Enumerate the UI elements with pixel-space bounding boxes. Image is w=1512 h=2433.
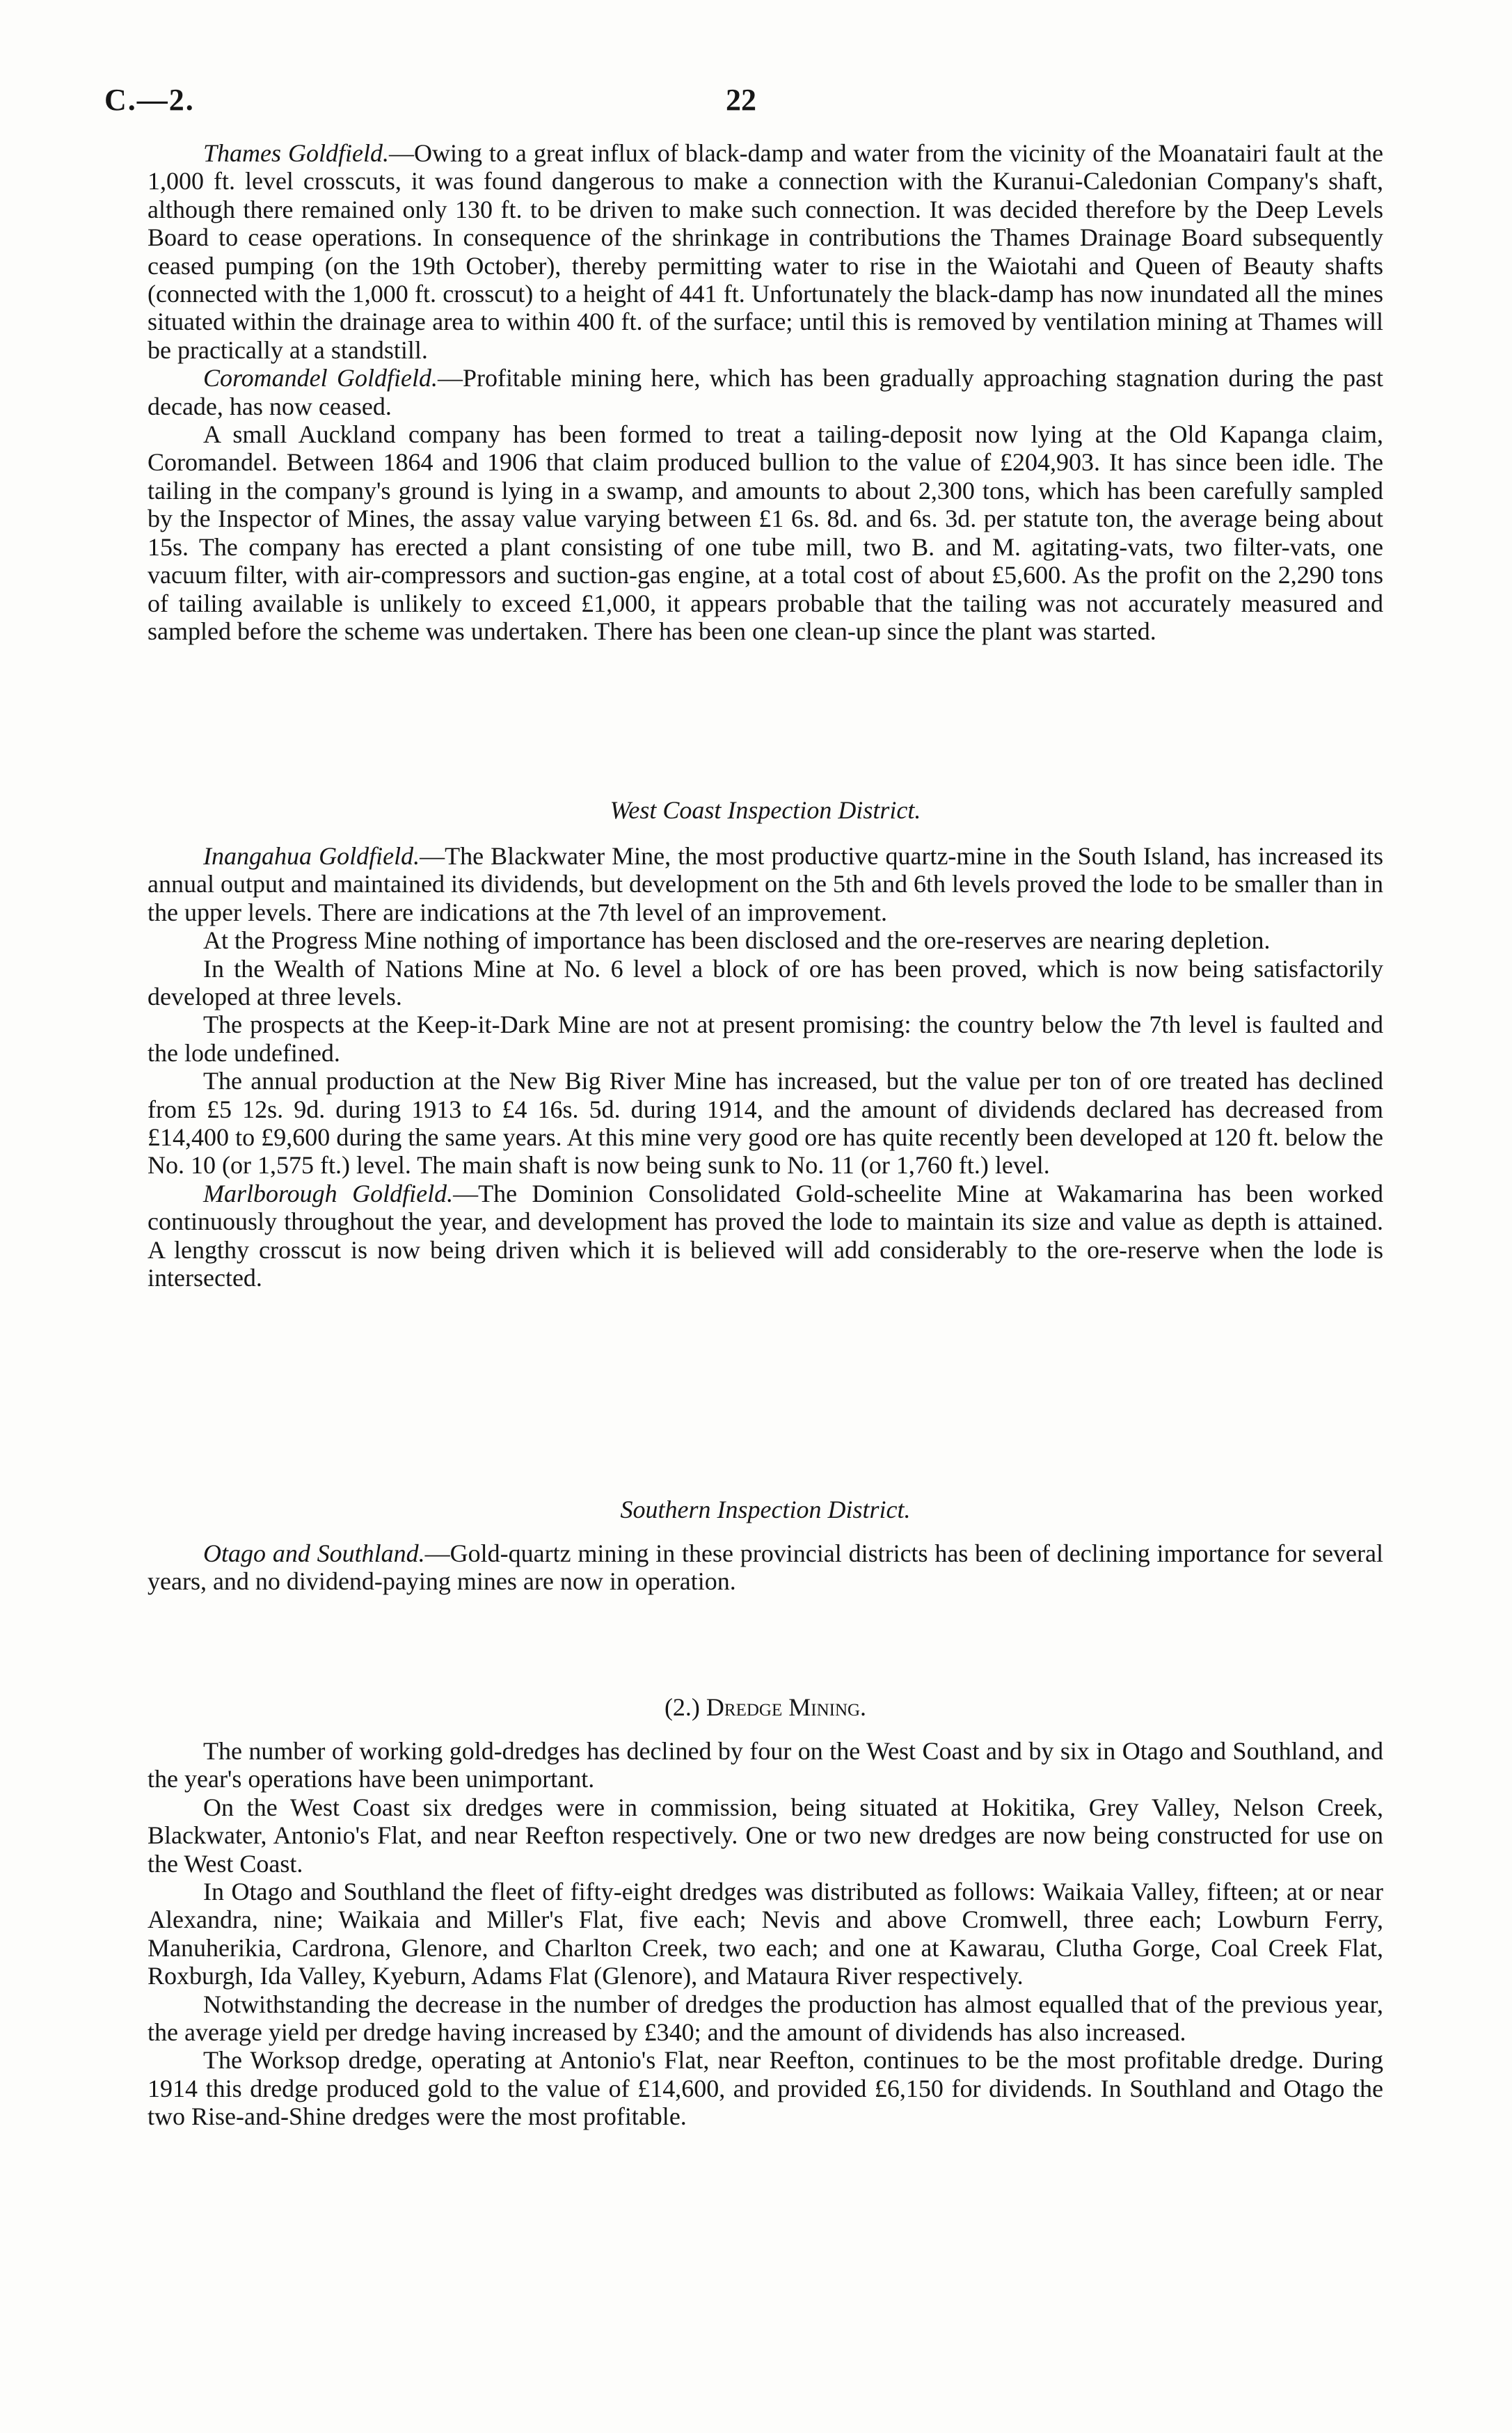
- marlborough-paragraph: [148, 1180, 1383, 1292]
- wealth-paragraph: In the Wealth of Nations Mine at No. 6 level a block of ore has been proved, which is now being satisfactorily developed at three levels.: [148, 954, 1383, 1011]
- coromandel-text: —Profitable mining here, which has been gradually approaching stagnation during the past decade, has now ceased.: [148, 364, 1383, 420]
- progress-paragraph: At the Progress Mine nothing of importance has been disclosed and the ore-reserves are nearing depletion.: [203, 926, 1271, 955]
- dredge-paragraph-4: Notwithstanding the decrease in the number of dredges the production has almost equalled that of the previous year, the average yield per dredge having increased by £340; and the amount of dividends has also increased.: [148, 1990, 1383, 2047]
- dredge-paragraph-2: On the West Coast six dredges were in commission, being situated at Hokitika, Grey Valley, Nelson Creek, Blackwater, Antonio's Flat, and near Reefton respectively. One or two new dredges are now being constructed for use on the West Coast.: [148, 1793, 1383, 1878]
- dredge-paragraph-3: In Otago and Southland the fleet of fifty-eight dredges was distributed as follows: Waikaia Valley, fifteen; at or near Alexandra, nine; Waikaia and Miller's Flat, five each; Nevis and above Cromwell, three each; Lowburn Ferry, Manuherikia, Cardrona, Glenore, and Charlton Creek, two each; and one at Kawarau, Clutha Gorge, Coal Creek Flat, Roxburgh, Ida Valley, Kyeburn, Adams Flat (Glenore), and Mataura River respectively.: [148, 1878, 1383, 1990]
- otago-text: —Gold-quartz mining in these provincial districts has been of declining importance for several years, and no dividend-paying mines are now in operation.: [148, 1539, 1383, 1596]
- thames-text: —Owing to a great influx of black-damp and water from the vicinity of the Moanatairi fault at the 1,000 ft. level crosscuts, it was found dangerous to make a connection with the Kuranui-Caledonian Company's shaft, although there remained only 130 ft. to be driven to make such connection. It was decided therefore by the Deep Levels Board to cease operations. In consequence of the shrinkage in contributions the Thames Drainage Board subsequently ceased pumping (on the 19th October), thereby permitting water to rise in the Waiotahi and Queen of Beauty shafts (connected with the 1,000 ft. crosscut) to a height of 441 ft. Unfortunately the black-damp has now inundated all the mines situated within the drainage area to within 400 ft. of the surface; until this is removed by ventilation mining at Thames will be practically at a standstill.: [148, 139, 1383, 364]
- coromandel-lead: Coromandel Goldfield.: [203, 364, 438, 393]
- coromandel-paragraph-2: A small Auckland company has been formed to treat a tailing-deposit now lying at the Old Kapanga claim, Coromandel. Between 1864 and 1906 that claim produced bullion to the value of £204,903. It has since been idle. The tailing in the company's ground is lying in a swamp, and amounts to about 2,300 tons, which has been carefully sampled by the Inspector of Mines, the assay value varying between £1 6s. 8d. and 6s. 3d. per statute ton, the average being about 15s. The company has erected a plant consisting of one tube mill, two B. and M. agitating-vats, two filter-vats, one vacuum filter, with air-compressors and suction-gas engine, at a total cost of about £5,600. As the profit on the 2,290 tons of tailing available is unlikely to exceed £1,000, it appears probable that the tailing was not accurately measured and sampled before the scheme was undertaken. There has been one clean-up since the plant was started.: [148, 420, 1383, 645]
- page-number: 22: [726, 83, 756, 117]
- southern-block: [148, 1539, 1383, 1596]
- southern-heading: Southern Inspection District.: [620, 1496, 911, 1523]
- thames-coromandel-block: [148, 139, 1383, 645]
- otago-paragraph: [148, 1539, 1383, 1596]
- marlborough-lead: Marlborough Goldfield.: [203, 1179, 454, 1207]
- new-big-river-paragraph: The annual production at the New Big River Mine has increased, but the value per ton of ore treated has declined from £5 12s. 9d. during 1913 to £4 16s. 5d. during 1914, and the amount of dividends declared has decreased from £14,400 to £9,600 during the same years. At this mine very good ore has quite recently been developed at 120 ft. below the No. 10 (or 1,575 ft.) level. The main shaft is now being sunk to No. 11 (or 1,760 ft.) level.: [148, 1067, 1383, 1180]
- dredge-heading: [148, 1693, 1383, 1722]
- page-header: [104, 82, 1378, 131]
- west-coast-block: [148, 842, 1383, 1292]
- dredge-heading-text: (2.) Dredge Mining.: [664, 1693, 867, 1721]
- otago-lead: Otago and Southland.: [203, 1539, 425, 1567]
- document-code: C.—2.: [104, 83, 195, 117]
- dredge-block: [148, 1737, 1383, 2131]
- inangahua-text: —The Blackwater Mine, the most productive quartz-mine in the South Island, has increased its annual output and maintained its dividends, but development on the 5th and 6th levels proved the lode to be smaller than in the upper levels. There are indications at the 7th level of an improvement.: [148, 842, 1383, 926]
- dredge-paragraph-1: The number of working gold-dredges has declined by four on the West Coast and by six in Otago and Southland, and the year's operations have been unimportant.: [148, 1737, 1383, 1793]
- inangahua-paragraph: [148, 842, 1383, 926]
- thames-paragraph: [148, 139, 1383, 364]
- dredge-paragraph-5: The Worksop dredge, operating at Antonio's Flat, near Reefton, continues to be the most profitable dredge. During 1914 this dredge produced gold to the value of £14,600, and provided £6,150 for dividends. In Southland and Otago the two Rise-and-Shine dredges were the most profitable.: [148, 2046, 1383, 2131]
- coromandel-paragraph: [148, 364, 1383, 420]
- keep-it-dark-paragraph: The prospects at the Keep-it-Dark Mine are not at present promising: the country below the 7th level is faulted and the lode undefined.: [148, 1011, 1383, 1067]
- west-coast-heading: West Coast Inspection District.: [610, 796, 921, 824]
- inangahua-lead: Inangahua Goldfield.: [203, 842, 420, 870]
- thames-lead: Thames Goldfield.: [203, 139, 389, 167]
- marlborough-text: —The Dominion Consolidated Gold-scheelite Mine at Wakamarina has been worked continuously throughout the year, and development has proved the lode to maintain its size and value as depth is attained. A lengthy crosscut is now being driven which it is believed will add considerably to the ore-reserve when the lode is intersected.: [148, 1179, 1383, 1292]
